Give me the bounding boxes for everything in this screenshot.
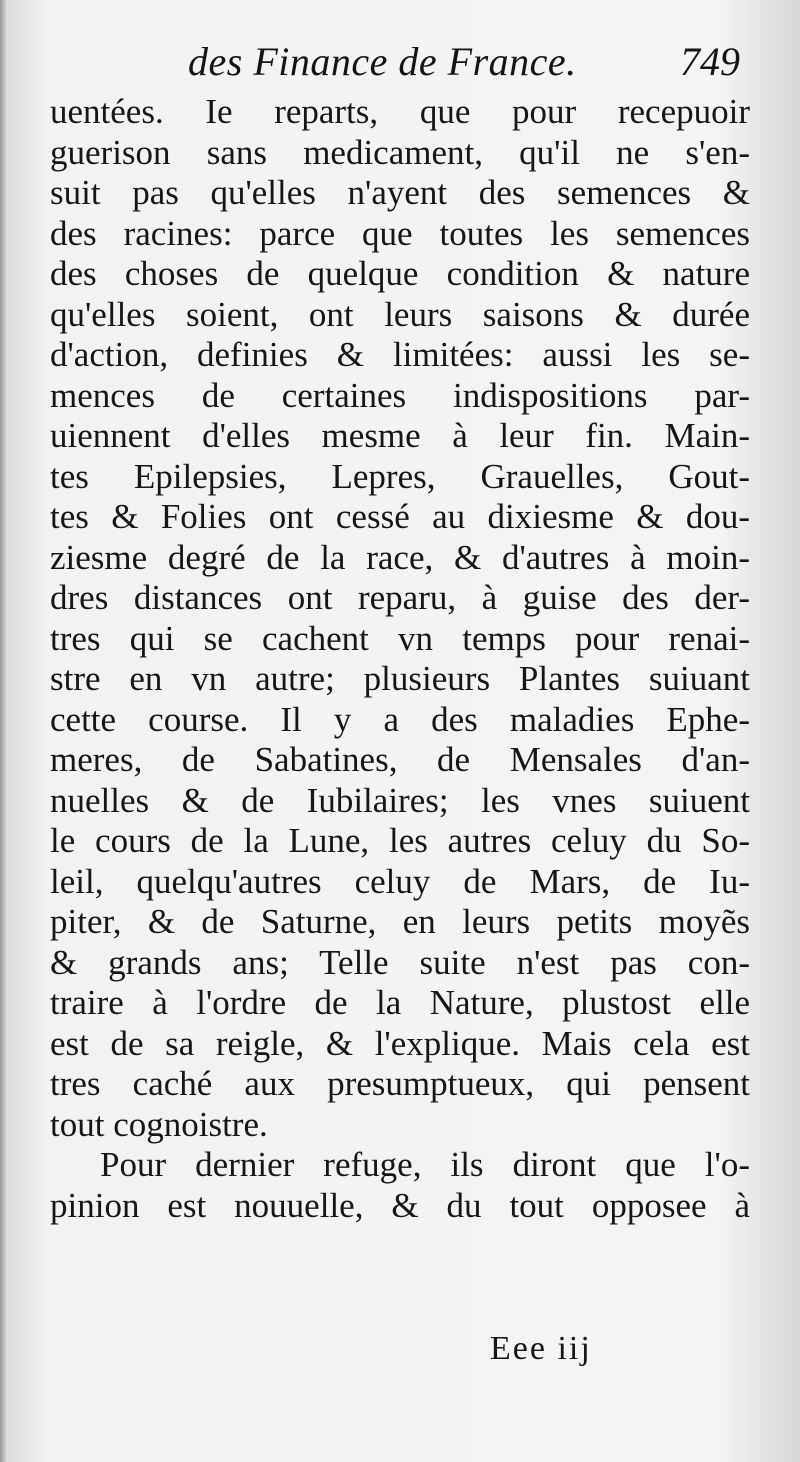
text-line: & grands ans; Telle suite n'est pas con- <box>50 942 750 982</box>
body-text <box>50 92 750 1226</box>
text-line: d'action, definies & limitées: aussi les se- <box>50 335 750 374</box>
text-line: le cours de la Lune, les autres celuy du So- <box>50 821 750 860</box>
text-line: tres qui se cachent vn temps pour renai- <box>50 618 750 658</box>
text-line: qu'elles soient, ont leurs saisons & durée <box>50 294 750 334</box>
text-line: guerison sans medicament, qu'il ne s'en- <box>50 132 750 172</box>
page-number: 749 <box>680 39 740 84</box>
signature-mark: Eee iij <box>490 1330 592 1367</box>
text-line: Pour dernier refuge, ils diront que l'o- <box>100 1145 750 1184</box>
text-line: des choses de quelque condition & nature <box>50 254 750 293</box>
text-line: tres caché aux presumptueux, qui pensent <box>50 1064 750 1103</box>
text-line: ziesme degré de la race, & d'autres à moin- <box>50 537 750 577</box>
text-line: traire à l'ordre de la Nature, plustost elle <box>50 983 750 1022</box>
text-line: mences de certaines indispositions par- <box>50 375 750 415</box>
text-line: leil, quelqu'autres celuy de Mars, de Iu- <box>50 861 750 901</box>
text-line: des racines: parce que toutes les semences <box>50 213 750 253</box>
text-line: est de sa reigle, & l'explique. Mais cela est <box>50 1023 750 1063</box>
text-line: tes Epilepsies, Lepres, Grauelles, Gout- <box>50 456 750 496</box>
text-line: tout cognoistre. <box>50 1104 268 1144</box>
running-title: des Finance de France. <box>188 39 577 84</box>
text-line: suit pas qu'elles n'ayent des semences & <box>50 173 750 212</box>
page-header <box>0 38 800 98</box>
text-line: uentées. Ie reparts, que pour recepuoir <box>50 92 750 131</box>
page-edge-shadow <box>0 0 8 1462</box>
text-line: meres, de Sabatines, de Mensales d'an- <box>50 740 750 779</box>
text-line: tes & Folies ont cessé au dixiesme & dou- <box>50 497 750 536</box>
text-line: cette course. Il y a des maladies Ephe- <box>50 699 750 739</box>
text-line: nuelles & de Iubilaires; les vnes suiuent <box>50 780 750 820</box>
text-line: uiennent d'elles mesme à leur fin. Main- <box>50 416 750 455</box>
text-line: dres distances ont reparu, à guise des der- <box>50 578 750 617</box>
text-line: stre en vn autre; plusieurs Plantes suiuant <box>50 659 750 698</box>
text-line: piter, & de Saturne, en leurs petits moyẽs <box>50 902 750 941</box>
text-line: pinion est nouuelle, & du tout opposee à <box>50 1185 750 1225</box>
